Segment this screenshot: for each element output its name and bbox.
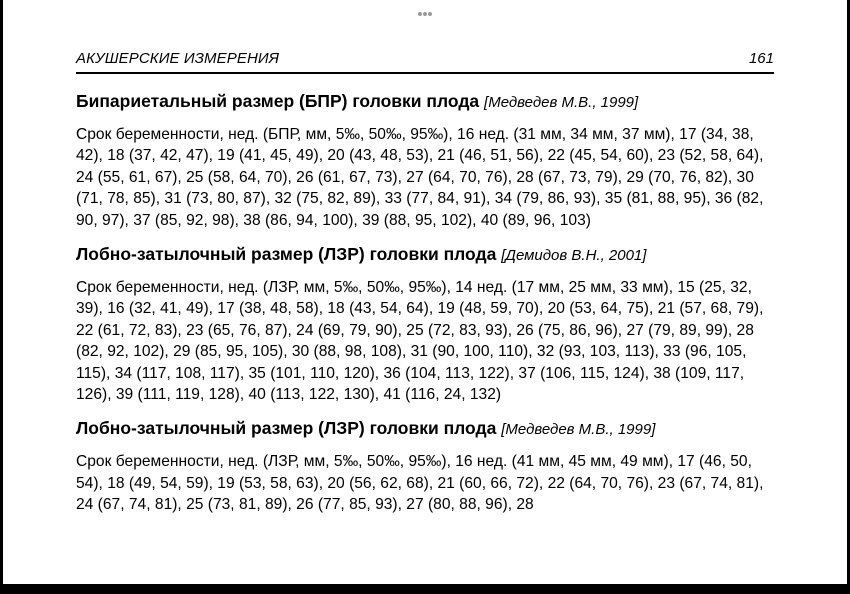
section-body-lzr-medvedev: Срок беременности, нед. (ЛЗР, мм, 5‰, 50‰, 95‰), 16 нед. (41 мм, 45 мм, 49 мм), 17 (46, 50, 54), 18 (49, 54, 59), 19 (53, 58, 63), 20 (56, 62, 68), 21 (60, 66, 72), 22 (64, 70, 76), 23 (67, 74, 81), 24 (67, 74, 81), 25 (73, 81, 89), 26 (77, 85, 93), 27 (80, 88, 96), 28: [76, 453, 764, 514]
section-title: Лобно-затылочный размер (ЛЗР) головки плода: [76, 244, 497, 265]
section-title: Бипариетальный размер (БПР) головки плода: [76, 91, 480, 111]
section-body-bpr-medvedev: Срок беременности, нед. (БПР, мм, 5‰, 50‰, 95‰), 16 нед. (31 мм, 34 мм, 37 мм), 17 (34, 38, 42), 18 (37, 42, 47), 19 (41, 45, 49), 20 (43, 48, 53), 21 (46, 51, 56), 22 (45, 54, 60), 23 (52, 58, 64), 24 (55, 61, 67), 25 (58, 64, 70), 26 (61, 67, 73), 27 (64, 70, 76), 28 (67, 73, 79), 29 (70, 76, 82), 30 (71, 78, 85), 31 (73, 80, 87), 32 (75, 82, 89), 33 (77, 84, 91), 34 (79, 86, 93), 35 (81, 88, 95), 36 (82, 90, 97), 37 (85, 92, 98), 38 (86, 94, 100), 39 (88, 95, 102), 40 (89, 96, 103): [76, 126, 764, 229]
page-number: 161: [748, 50, 774, 67]
running-head-title: АКУШЕРСКИЕ ИЗМЕРЕНИЯ: [76, 50, 280, 67]
drag-handle-icon[interactable]: [418, 3, 434, 9]
section-heading-lzr-demidov: [76, 243, 776, 267]
section-heading-bpr-medvedev: [76, 90, 776, 114]
section-source: [Демидов В.Н., 2001]: [501, 247, 647, 265]
section-source: [Медведев М.В., 1999]: [484, 94, 639, 111]
section-title: Лобно-затылочный размер (ЛЗР) головки плода: [76, 418, 497, 439]
page-content: [76, 90, 776, 516]
section-source: [Медведев М.В., 1999]: [501, 421, 656, 439]
section-body-lzr-demidov: Срок беременности, нед. (ЛЗР, мм, 5‰, 50‰, 95‰), 14 нед. (17 мм, 25 мм, 33 мм), 15 (25, 32, 39), 16 (32, 41, 49), 17 (38, 48, 58), 18 (43, 54, 64), 19 (48, 59, 70), 20 (53, 64, 75), 21 (57, 68, 79), 22 (61, 72, 83), 23 (65, 76, 87), 24 (69, 79, 90), 25 (72, 83, 93), 26 (75, 86, 96), 27 (79, 89, 99), 28 (82, 92, 102), 29 (85, 95, 105), 30 (88, 98, 108), 31 (90, 100, 110), 32 (93, 103, 113), 33 (96, 105, 115), 34 (117, 108, 117), 35 (101, 110, 120), 36 (104, 113, 122), 37 (106, 115, 124), 38 (109, 117, 126), 39 (111, 119, 128), 40 (113, 122, 130), 41 (116, 24, 132): [76, 279, 764, 404]
page-left-edge: [0, 0, 3, 594]
page-bottom-edge: [0, 584, 850, 594]
running-head: [76, 48, 774, 74]
section-heading-lzr-medvedev: [76, 417, 776, 441]
